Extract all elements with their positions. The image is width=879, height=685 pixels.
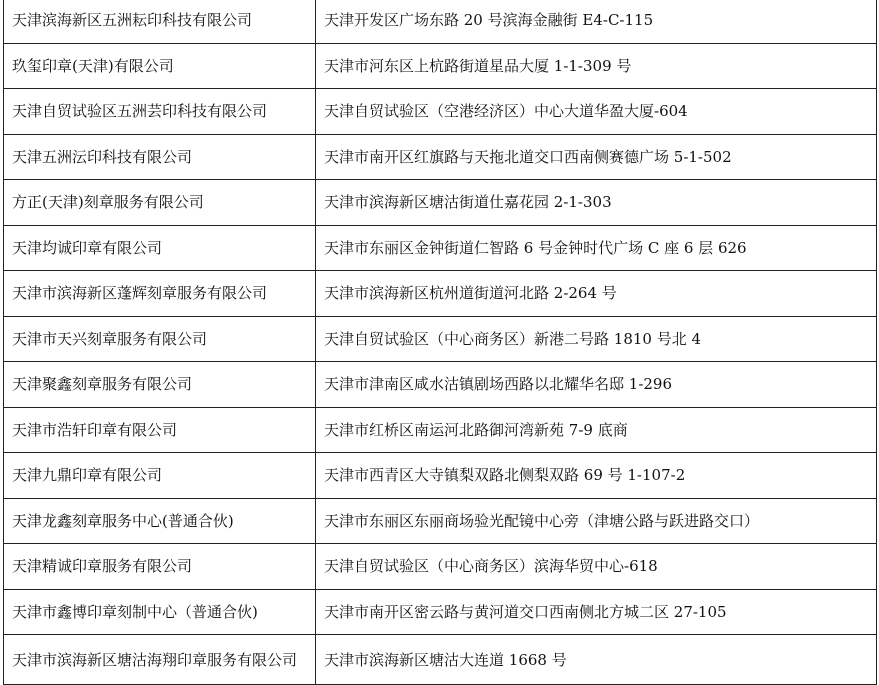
company-name-cell: 天津市滨海新区蓬辉刻章服务有限公司	[4, 271, 316, 317]
company-name-cell: 玖玺印章(天津)有限公司	[4, 43, 316, 89]
table-row	[4, 453, 877, 499]
address-cell: 天津自贸试验区（中心商务区）滨海华贸中心-618	[316, 544, 877, 590]
table-row	[4, 134, 877, 180]
table-row	[4, 89, 877, 135]
table-row	[4, 316, 877, 362]
address-cell: 天津市滨海新区杭州道街道河北路 2-264 号	[316, 271, 877, 317]
company-name-cell: 天津市浩轩印章有限公司	[4, 407, 316, 453]
company-name-cell: 天津滨海新区五洲耘印科技有限公司	[4, 0, 316, 43]
company-name-cell: 天津龙鑫刻章服务中心(普通合伙)	[4, 498, 316, 544]
address-cell: 天津市津南区咸水沽镇剧场西路以北耀华名邸 1-296	[316, 362, 877, 408]
table-row	[4, 362, 877, 408]
company-name-cell: 天津市天兴刻章服务有限公司	[4, 316, 316, 362]
company-address-table	[3, 0, 877, 685]
address-cell: 天津市滨海新区塘沽大连道 1668 号	[316, 635, 877, 685]
table-row	[4, 0, 877, 43]
company-name-cell: 天津聚鑫刻章服务有限公司	[4, 362, 316, 408]
table-body	[4, 0, 877, 685]
address-cell: 天津市红桥区南运河北路御河湾新苑 7-9 底商	[316, 407, 877, 453]
company-name-cell: 天津市鑫博印章刻制中心（普通合伙)	[4, 589, 316, 635]
address-cell: 天津市东丽区金钟街道仁智路 6 号金钟时代广场 C 座 6 层 626	[316, 225, 877, 271]
company-name-cell: 天津九鼎印章有限公司	[4, 453, 316, 499]
table-row	[4, 589, 877, 635]
table-row	[4, 407, 877, 453]
address-cell: 天津市河东区上杭路街道星品大厦 1-1-309 号	[316, 43, 877, 89]
company-name-cell: 天津自贸试验区五洲芸印科技有限公司	[4, 89, 316, 135]
address-cell: 天津市南开区密云路与黄河道交口西南侧北方城二区 27-105	[316, 589, 877, 635]
address-cell: 天津市南开区红旗路与天拖北道交口西南侧赛德广场 5-1-502	[316, 134, 877, 180]
address-cell: 天津市西青区大寺镇梨双路北侧梨双路 69 号 1-107-2	[316, 453, 877, 499]
table-row	[4, 544, 877, 590]
table-row	[4, 635, 877, 685]
table-row	[4, 225, 877, 271]
company-name-cell: 方正(天津)刻章服务有限公司	[4, 180, 316, 226]
address-cell: 天津自贸试验区（空港经济区）中心大道华盈大厦-604	[316, 89, 877, 135]
table-row	[4, 43, 877, 89]
address-cell: 天津市滨海新区塘沽街道仕嘉花园 2-1-303	[316, 180, 877, 226]
table-row	[4, 498, 877, 544]
company-name-cell: 天津均诚印章有限公司	[4, 225, 316, 271]
company-name-cell: 天津精诚印章服务有限公司	[4, 544, 316, 590]
company-name-cell: 天津五洲沄印科技有限公司	[4, 134, 316, 180]
table-row	[4, 271, 877, 317]
table-row	[4, 180, 877, 226]
address-cell: 天津自贸试验区（中心商务区）新港二号路 1810 号北 4	[316, 316, 877, 362]
address-cell: 天津市东丽区东丽商场验光配镜中心旁（津塘公路与跃进路交口）	[316, 498, 877, 544]
company-name-cell: 天津市滨海新区塘沽海翔印章服务有限公司	[4, 635, 316, 685]
address-cell: 天津开发区广场东路 20 号滨海金融街 E4-C-115	[316, 0, 877, 43]
